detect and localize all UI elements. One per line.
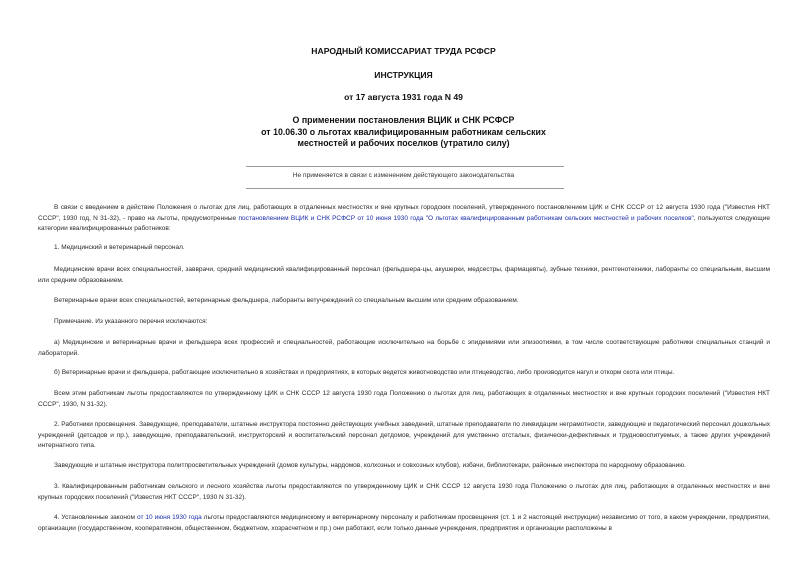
paragraph-exclusion-a: а) Медицинские и ветеринарные врачи и фельдшера всех профессий и специальностей, работающие исключительно на борьбе с эпидемиями или эпизоотиями, в том числе соответствующие работники специальных станций и лабораторий.	[38, 339, 770, 357]
paragraph-benefits-medical: Всем этим работникам льготы предоставляются по утвержденному ЦИК и СНК СССР 12 августа 1930 года Положению о льготах для лиц, работающих в отдаленных местностях и вне крупных городских поселений ("Известия НКТ СССР", 1930, N 31-32).	[38, 390, 770, 408]
item-4-text-start: 4. Установленные законом	[54, 514, 137, 521]
decree-link[interactable]: постановлением ВЦИК и СНК РСФСР от 10 июня 1930 года "О льготах квалифицированным работникам сельских местностей и рабочих поселков"	[238, 214, 694, 222]
paragraph-veterinary-staff: Ветеринарные врачи всех специальностей, ветеринарные фельдшера, лаборанты ветучреждений со специальным высшим или средним образованием.	[54, 297, 519, 304]
law-date-link[interactable]: от 10 июня 1930 года	[136, 514, 202, 521]
title-line-3: местностей и рабочих поселков (утратило силу)	[297, 138, 510, 148]
divider-top	[246, 166, 564, 167]
preamble-text-start: В связи с введением в действие Положения о льготах для лиц, работающих в отдаленных местностях и вне крупных городских поселений, утвержденного постановлением ЦИК и СНК СССР от 12 августа 1930 года ("Известия НКТ СССР", 1930 год, N 31-32), - право на льготы, предусмотренные	[38, 204, 770, 222]
issuer-heading: НАРОДНЫЙ КОМИССАРИАТ ТРУДА РСФСР	[311, 46, 496, 56]
paragraph-item-4	[38, 513, 770, 534]
paragraph-culture-staff: Заведующие и штатные инструктора политпросветительных учреждений (домов культуры, нардомов, колхозных и совхозных клубов), избачи, библиотекари, районные инспектора по народному образованию.	[54, 462, 686, 469]
paragraph-item-3: 3. Квалифицированным работникам сельского и лесного хозяйства льготы предоставляются по утвержденному ЦИК и СНК СССР 12 августа 1930 года Положению о льготах для лиц, работающих в отдаленных местностях и вне крупных городских поселений ("Известия НКТ СССР", 1930 N 31-32).	[38, 483, 770, 501]
preamble-text-end: , пользуются следующие категории квалифицированных работников:	[38, 214, 771, 233]
document-date-heading: от 17 августа 1931 года N 49	[344, 92, 463, 102]
paragraph-exclusion-b: б) Ветеринарные врачи и фельдшера, работающие исключительно в хозяйствах и предприятиях, в которых ведется животноводство или птицеводство, либо производится нагул и откорм скота или птицы.	[54, 369, 675, 376]
document-type-heading: ИНСТРУКЦИЯ	[374, 70, 433, 80]
item-4-text-end: льготы предоставляются медицинскому и ветеринарному персоналу и работникам просвещения (ст. 1 и 2 настоящей инструкции) независимо от того, в каком учреждении, предприятии, организации (государственном, кооперативном, общественном, бюджетном, хозрасчетном и пр.) они работают, если только данные учреждения, предприятия и организации расположены в	[38, 514, 770, 532]
divider-bottom	[246, 188, 564, 189]
title-line-1: О применении постановления ВЦИК и СНК РСФСР	[292, 115, 515, 125]
status-note: Не применяется в связи с изменением действующего законодательства	[292, 172, 515, 179]
paragraph-preamble	[38, 203, 770, 235]
paragraph-medical-staff: Медицинские врачи всех специальностей, завврачи, средний медицинский квалифицированный персонал (фельдшера-цы, акушерки, медсестры, фармацевты), зубные техники, рентгенотехники, лаборанты со специальным, высшим или средним образованием.	[38, 266, 770, 284]
paragraph-item-1: 1. Медицинский и ветеринарный персонал.	[54, 244, 185, 251]
paragraph-item-2: 2. Работники просвещения. Заведующие, преподаватели, штатные инструктора постоянно действующих учебных заведений, штатные преподаватели по ликвидации неграмотности, заведующие и педагогический персонал дошкольных учреждений (детсадов и пр.), заведующие, преподавательский, инструкторский и воспитательский персонал детдомов, учреждений для умственно отсталых, физически-дефективных и трудновоспитуемых, а также других учреждений интернатного типа.	[38, 421, 770, 450]
title-line-2: от 10.06.30 о льготах квалифицированным работникам сельских	[261, 126, 546, 137]
document-title	[0, 115, 807, 150]
paragraph-note: Примечание. Из указанного перечня исключаются:	[54, 318, 208, 325]
